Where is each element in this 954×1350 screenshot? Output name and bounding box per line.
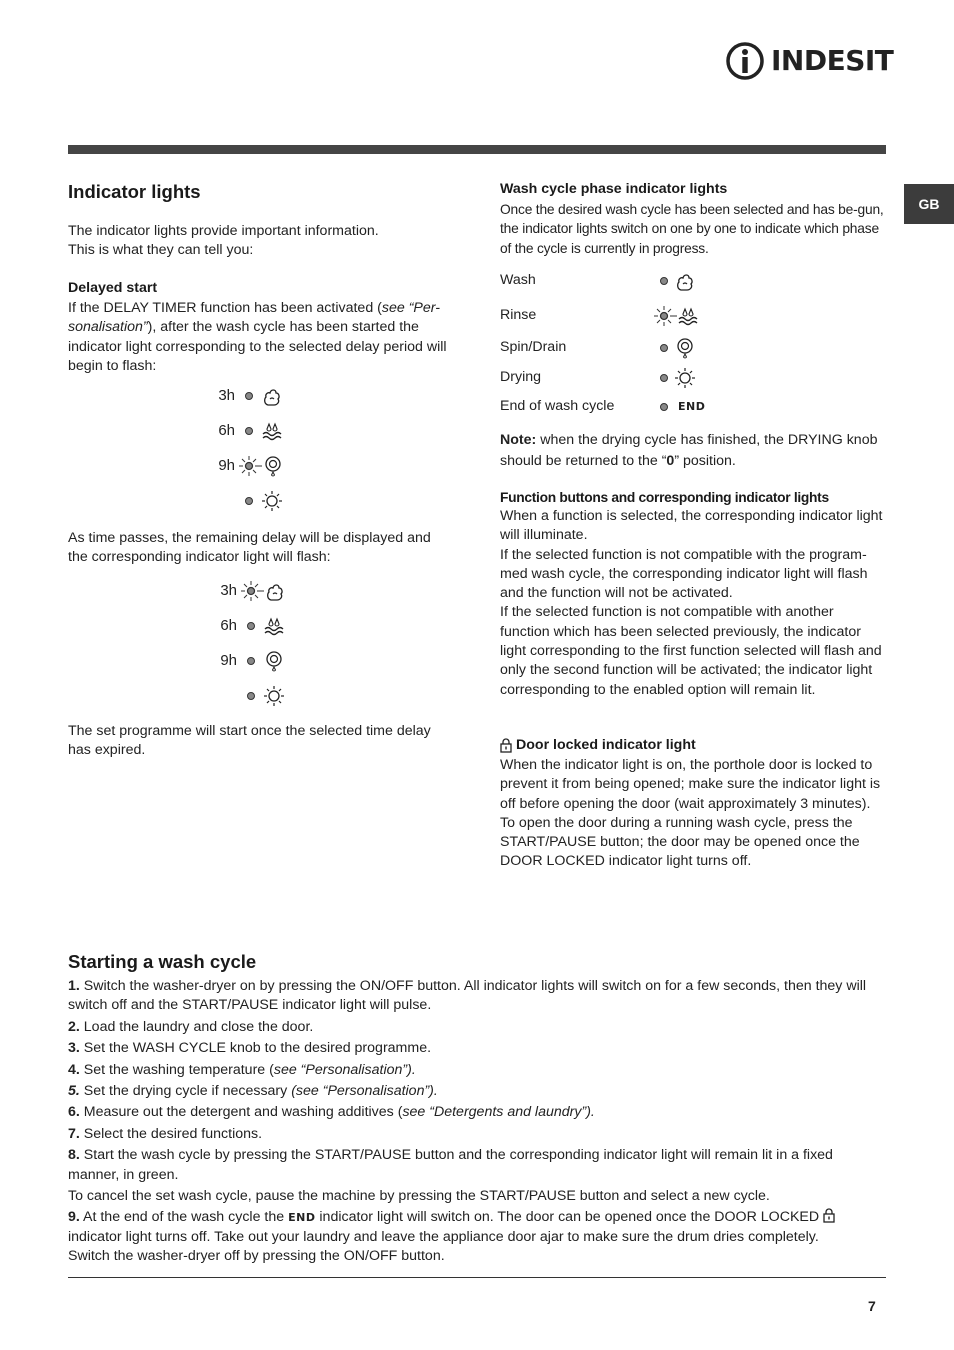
indicator-lamp-icon [660, 277, 668, 285]
phase-row-spin-drain [500, 337, 696, 359]
timer-row-6h [215, 418, 283, 444]
indicator-lamp-icon [660, 374, 668, 382]
timer-label: 3h [218, 387, 235, 405]
spin-symbol-icon [674, 337, 696, 359]
drying-symbol-icon [261, 490, 283, 512]
indicator-lights-title: Indicator lights [68, 181, 201, 202]
indesit-logo-icon [725, 41, 765, 81]
wash-symbol-icon [261, 385, 283, 407]
function-buttons-title: Function buttons and corresponding indicator lights [500, 490, 829, 505]
indicator-lamp-icon [247, 692, 255, 700]
drying-symbol-icon [674, 367, 696, 389]
phase-row-rinse [500, 305, 699, 327]
spin-symbol-icon [262, 455, 284, 477]
cancel-note: To cancel the set wash cycle, pause the machine by pressing the START/PAUSE button and select a new cycle. [68, 1188, 770, 1205]
rinse-symbol-icon [261, 420, 283, 442]
door-locked-text: When the indicator light is on, the porthole door is locked to prevent it from being opened; make sure the indicator light is off before opening the door (wait approximately 3 minutes). To open the door during a running wash cycle, press the START/PAUSE button; the door may be opened once the DOOR LOCKED indicator light turns off. [500, 757, 881, 870]
start-steps [68, 977, 886, 1269]
indicator-lamp-icon [247, 622, 255, 630]
timer-label: 9h [220, 652, 237, 670]
timer-row-drying [247, 683, 285, 709]
phase-row-end [500, 396, 705, 418]
spin-symbol-icon [263, 650, 285, 672]
timer-label: 3h [220, 582, 237, 600]
language-tab: GB [904, 184, 954, 224]
step-4: 4. Set the washing temperature (see “Personalisation”). [68, 1061, 416, 1078]
end-symbol-icon: END [678, 400, 706, 414]
footer-rule [68, 1277, 886, 1278]
step-8: 8. Start the wash cycle by pressing the START/PAUSE button and the corresponding indicator light will remain lit in a fixed manner, in green. [68, 1147, 833, 1183]
timer-label: 6h [220, 617, 237, 635]
indicator-lamp-icon [660, 403, 668, 411]
step-7: 7. Select the desired functions. [68, 1125, 263, 1142]
end-symbol-icon: END [288, 1211, 316, 1225]
indicator-lamp-icon [247, 657, 255, 665]
indesit-logo [725, 40, 893, 82]
indicator-lamp-icon [660, 344, 668, 352]
step-2: 2. Load the laundry and close the door. [68, 1018, 314, 1035]
function-p2: If the selected function is not compatible with the program-med wash cycle, the corresponding indicator light will flash and the function will not be activated. [500, 546, 868, 602]
phase-row-wash [500, 270, 696, 292]
door-locked-heading [500, 736, 892, 755]
delay-expired-text: The set programme will start once the selected time delay has expired. [68, 723, 431, 759]
phase-lights-text: Once the desired wash cycle has been selected and has be-gun, the indicator lights switch on one by one to indicate which phase of the cycle is currently in progress. [500, 202, 884, 256]
function-p3: If the selected function is not compatible with another function which has been selected previously, the indicator light corresponding to the first function selected will flash and only the second function will be activated; the indicator light corresponding to the enabled option will remain lit. [500, 604, 882, 698]
wash-symbol-icon [674, 270, 696, 292]
timer-row-drying [245, 488, 283, 514]
step-3: 3. Set the WASH CYCLE knob to the desired programme. [68, 1040, 432, 1057]
phase-label: Wash [500, 272, 536, 289]
timer-row-9h [217, 648, 285, 674]
timer-label: 6h [218, 422, 235, 440]
indicator-lamp-icon [245, 497, 253, 505]
indicator-lamp-icon [245, 427, 253, 435]
logo-text: INDESIT [771, 44, 894, 77]
step-5: 5. Set the drying cycle if necessary (see “Personalisation”). [68, 1083, 438, 1100]
drying-symbol-icon [263, 685, 285, 707]
timer-row-3h [215, 383, 283, 409]
flashing-lamp-icon [651, 305, 677, 327]
padlock-icon [823, 1208, 835, 1223]
drying-note: Note: when the drying cycle has finished, the DRYING knob should be returned to the “0” position. [500, 432, 878, 469]
function-p1: When a function is selected, the corresponding indicator light will illuminate. [500, 508, 883, 544]
phase-lights-title: Wash cycle phase indicator lights [500, 181, 728, 197]
rinse-symbol-icon [263, 615, 285, 637]
switch-off-note: Switch the washer-dryer off by pressing the ON/OFF button. [68, 1248, 445, 1265]
step-6: 6. Measure out the detergent and washing additives (see “Detergents and laundry”). [68, 1104, 595, 1121]
timer-label: 9h [218, 457, 235, 475]
phase-label: End of wash cycle [500, 398, 615, 415]
padlock-icon [500, 738, 512, 753]
phase-label: Spin/Drain [500, 339, 567, 356]
header-rule [68, 145, 886, 154]
phase-row-drying [500, 367, 696, 389]
intro-line-2: This is what they can tell you: [68, 242, 254, 258]
phase-label: Rinse [500, 307, 537, 324]
delayed-start-text: If the DELAY TIMER function has been activated (see “Per-sonalisation”), after the wash cycle has been started the indicator light corresponding to the selected delay period will begin to flash: [68, 300, 447, 374]
function-buttons-text [500, 507, 886, 700]
phase-label: Drying [500, 369, 541, 386]
flashing-lamp-icon [236, 455, 262, 477]
indicator-lamp-icon [245, 392, 253, 400]
wash-symbol-icon [264, 580, 286, 602]
timer-row-9h [215, 453, 284, 479]
flashing-lamp-icon [238, 580, 264, 602]
time-passes-text: As time passes, the remaining delay will be displayed and the corresponding indicator light will flash: [68, 530, 431, 566]
step-1: 1. Switch the washer-dryer on by pressing the ON/OFF button. All indicator lights will switch on for a few seconds, then they will switch off and the START/PAUSE indicator light will pulse. [68, 978, 867, 1014]
page-number: 7 [868, 1298, 876, 1314]
delayed-start-title: Delayed start [68, 280, 158, 296]
step-9: 9. At the end of the wash cycle the END indicator light will switch on. The door can be opened once the DOOR LOCKED indicator light turns off. Take out your laundry and leave the appliance door ajar to make sure the drum dries completely. [68, 1208, 886, 1247]
timer-row-3h [217, 578, 286, 604]
door-locked-title: Door locked indicator light [516, 737, 696, 753]
rinse-symbol-icon [677, 305, 699, 327]
intro-line-1: The indicator lights provide important information. [68, 223, 379, 239]
starting-wash-title: Starting a wash cycle [68, 951, 257, 972]
timer-row-6h [217, 613, 285, 639]
